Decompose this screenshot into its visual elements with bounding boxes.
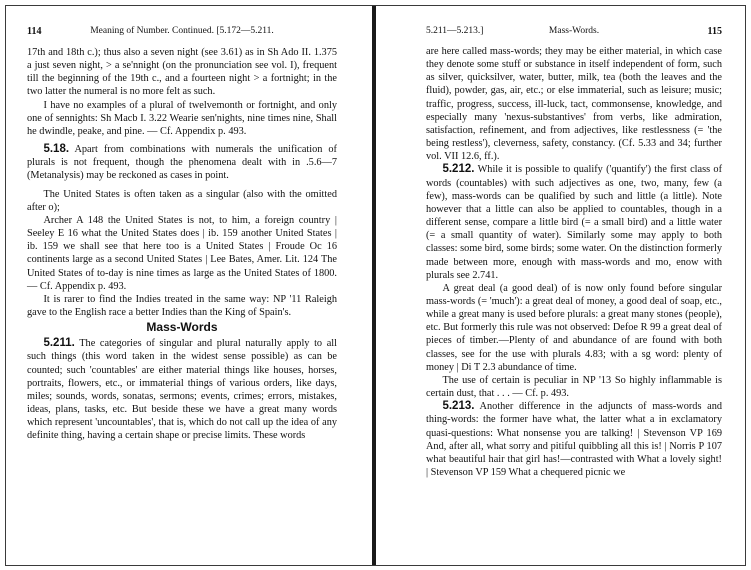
section-heading: Mass-Words	[146, 320, 218, 335]
running-title: Mass-Words.	[548, 26, 600, 36]
right-page	[376, 6, 745, 565]
section-5-213	[426, 400, 722, 479]
page-number: 115	[707, 26, 722, 37]
running-head-right	[426, 26, 722, 40]
paragraph: I have no examples of a plural of twelvemonth or fortnight, and only one of sennights: Sh Macb I. 3.22 Wearie sen'nights, nine times nine, Shall he dwindle, peake, and pine. — Cf. Appendix p. 493.	[27, 99, 337, 137]
section-5-18	[27, 143, 337, 182]
section-text: Apart from combinations with numerals the unification of plurals is not frequent, though the phenomena dealt with in .5.6—7 (Metanalysis) may be reckoned as cases in point.	[27, 144, 337, 182]
section-5-211	[27, 337, 337, 442]
paragraph: The United States is often taken as a singular (also with the omitted after o);	[27, 188, 337, 213]
paragraph: Archer A 148 the United States is not, to him, a foreign country | Seeley E 16 what the United States does | ib. 159 another United States | ib. 159 we shall see that here too is a United States | Froude Oc 16 continents large as a second United States | Lee Bates, Amer. Lit. 124 The United States of to-day is nine times as large as the United States of 1800. — Cf. Appendix p. 493.	[27, 214, 337, 292]
section-number: 5.212.	[442, 163, 475, 176]
paragraph: are here called mass-words; they may be either material, in which case they denote some stuff or substance in itself independent of form, such as silver, quicksilver, water, butter, milk, tea (both the leaves and the fluid), powder, gas, air, etc.; or else immaterial, such as leisure; music; traffic, progress, success, ill-luck, tact, commonsense, knowledge, and especially many 'nexus-substantives' from verbs, like admiration, satisfaction, refinement, and from adjectives, like restlessness (= 'the being restless'), cleverness, safety, constancy. (Cf. 5.33 and 34; further vol. VII 12.6, ff.).	[426, 46, 722, 163]
section-range: 5.211—5.213.]	[426, 26, 484, 36]
right-body-text	[426, 45, 722, 479]
running-head-left	[27, 26, 337, 40]
section-number: 5.18.	[43, 143, 70, 156]
page-number: 114	[27, 26, 42, 37]
section-number: 5.211.	[43, 337, 75, 350]
paragraph: 17th and 18th c.); thus also a seven night (see 3.61) as in Sh Ado II. 1.375 a just seven night, > a se'nnight (on the pronunciation see vol. I), frequent till the beginning of the 19th c., and a fourteen night > a fortnight; in the two latter the numeral is no more felt as such.	[27, 47, 337, 98]
section-5-212	[426, 163, 722, 281]
section-text: The categories of singular and plural naturally apply to all such things (this word taken in the widest sense possible) as can be counted; such 'countables' are either material things like houses, horses, portraits, flowers, etc., or immaterial things of various orders, like days, miles; sounds, words, sonatas, sermons; events, crimes; errors, mistakes, ideas, plans, tasks, etc. But beside these we have a great many words which represent 'uncountables', that is, which do not call up the idea of any definite thing, having a certain shape or precise limits. These words	[27, 338, 337, 442]
left-page	[6, 6, 372, 565]
section-number: 5.213.	[442, 400, 475, 413]
paragraph: The use of certain is peculiar in NP '13 So highly inflammable is certain dust, that . . . — Cf. p. 493.	[426, 374, 722, 400]
left-body-text	[27, 46, 337, 443]
running-title: Meaning of Number. Continued. [5.172—5.211.	[90, 26, 274, 36]
section-text: While it is possible to qualify ('quantify') the first class of words (countables) with such adjectives as one, two, many, few (a few), mass-words can be qualified by such and little (a little). Note however that a little can also be applied to countables, though in a different sense, compare a little bird (= a small bird) and a little water (= a small quantity of water). Similarly some may apply to both classes: some bird, some birds; some water. On the distinction formerly made between more, enough with mass-words and mo, enow with plurals see 2.741.	[426, 164, 722, 281]
paragraph: It is rarer to find the Indies treated in the same way: NP '11 Raleigh gave to the English race a better Indies than the King of Spain's.	[27, 293, 337, 318]
paragraph: A great deal (a good deal) of is now only found before singular mass-words (= 'much'): a great deal of money, a good deal of soap, etc., while a great many is used before plurals: a great many stones (people), etc. But formerly this rule was not observed: Defoe R 99 a great deal of pieces of timber.—Plenty of and abundance of are found with both classes, see for the use with plurals 4.83; with a sg word: plenty of money | Di T 2.3 abundance of time.	[426, 282, 722, 373]
book-spread	[5, 5, 746, 566]
section-text: Another difference in the adjuncts of mass-words and thing-words: the former have what, the latter what a in exclamatory quasi-questions: What nonsense you are talking! | Stevenson VP 169 And, after all, what sorry and pitiful quibbling all this is! | Norris P 107 what beautiful hair that girl has!—contrasted with What a lovely sight! | Stevenson VP 159 What a chequered picnic we	[426, 401, 722, 478]
